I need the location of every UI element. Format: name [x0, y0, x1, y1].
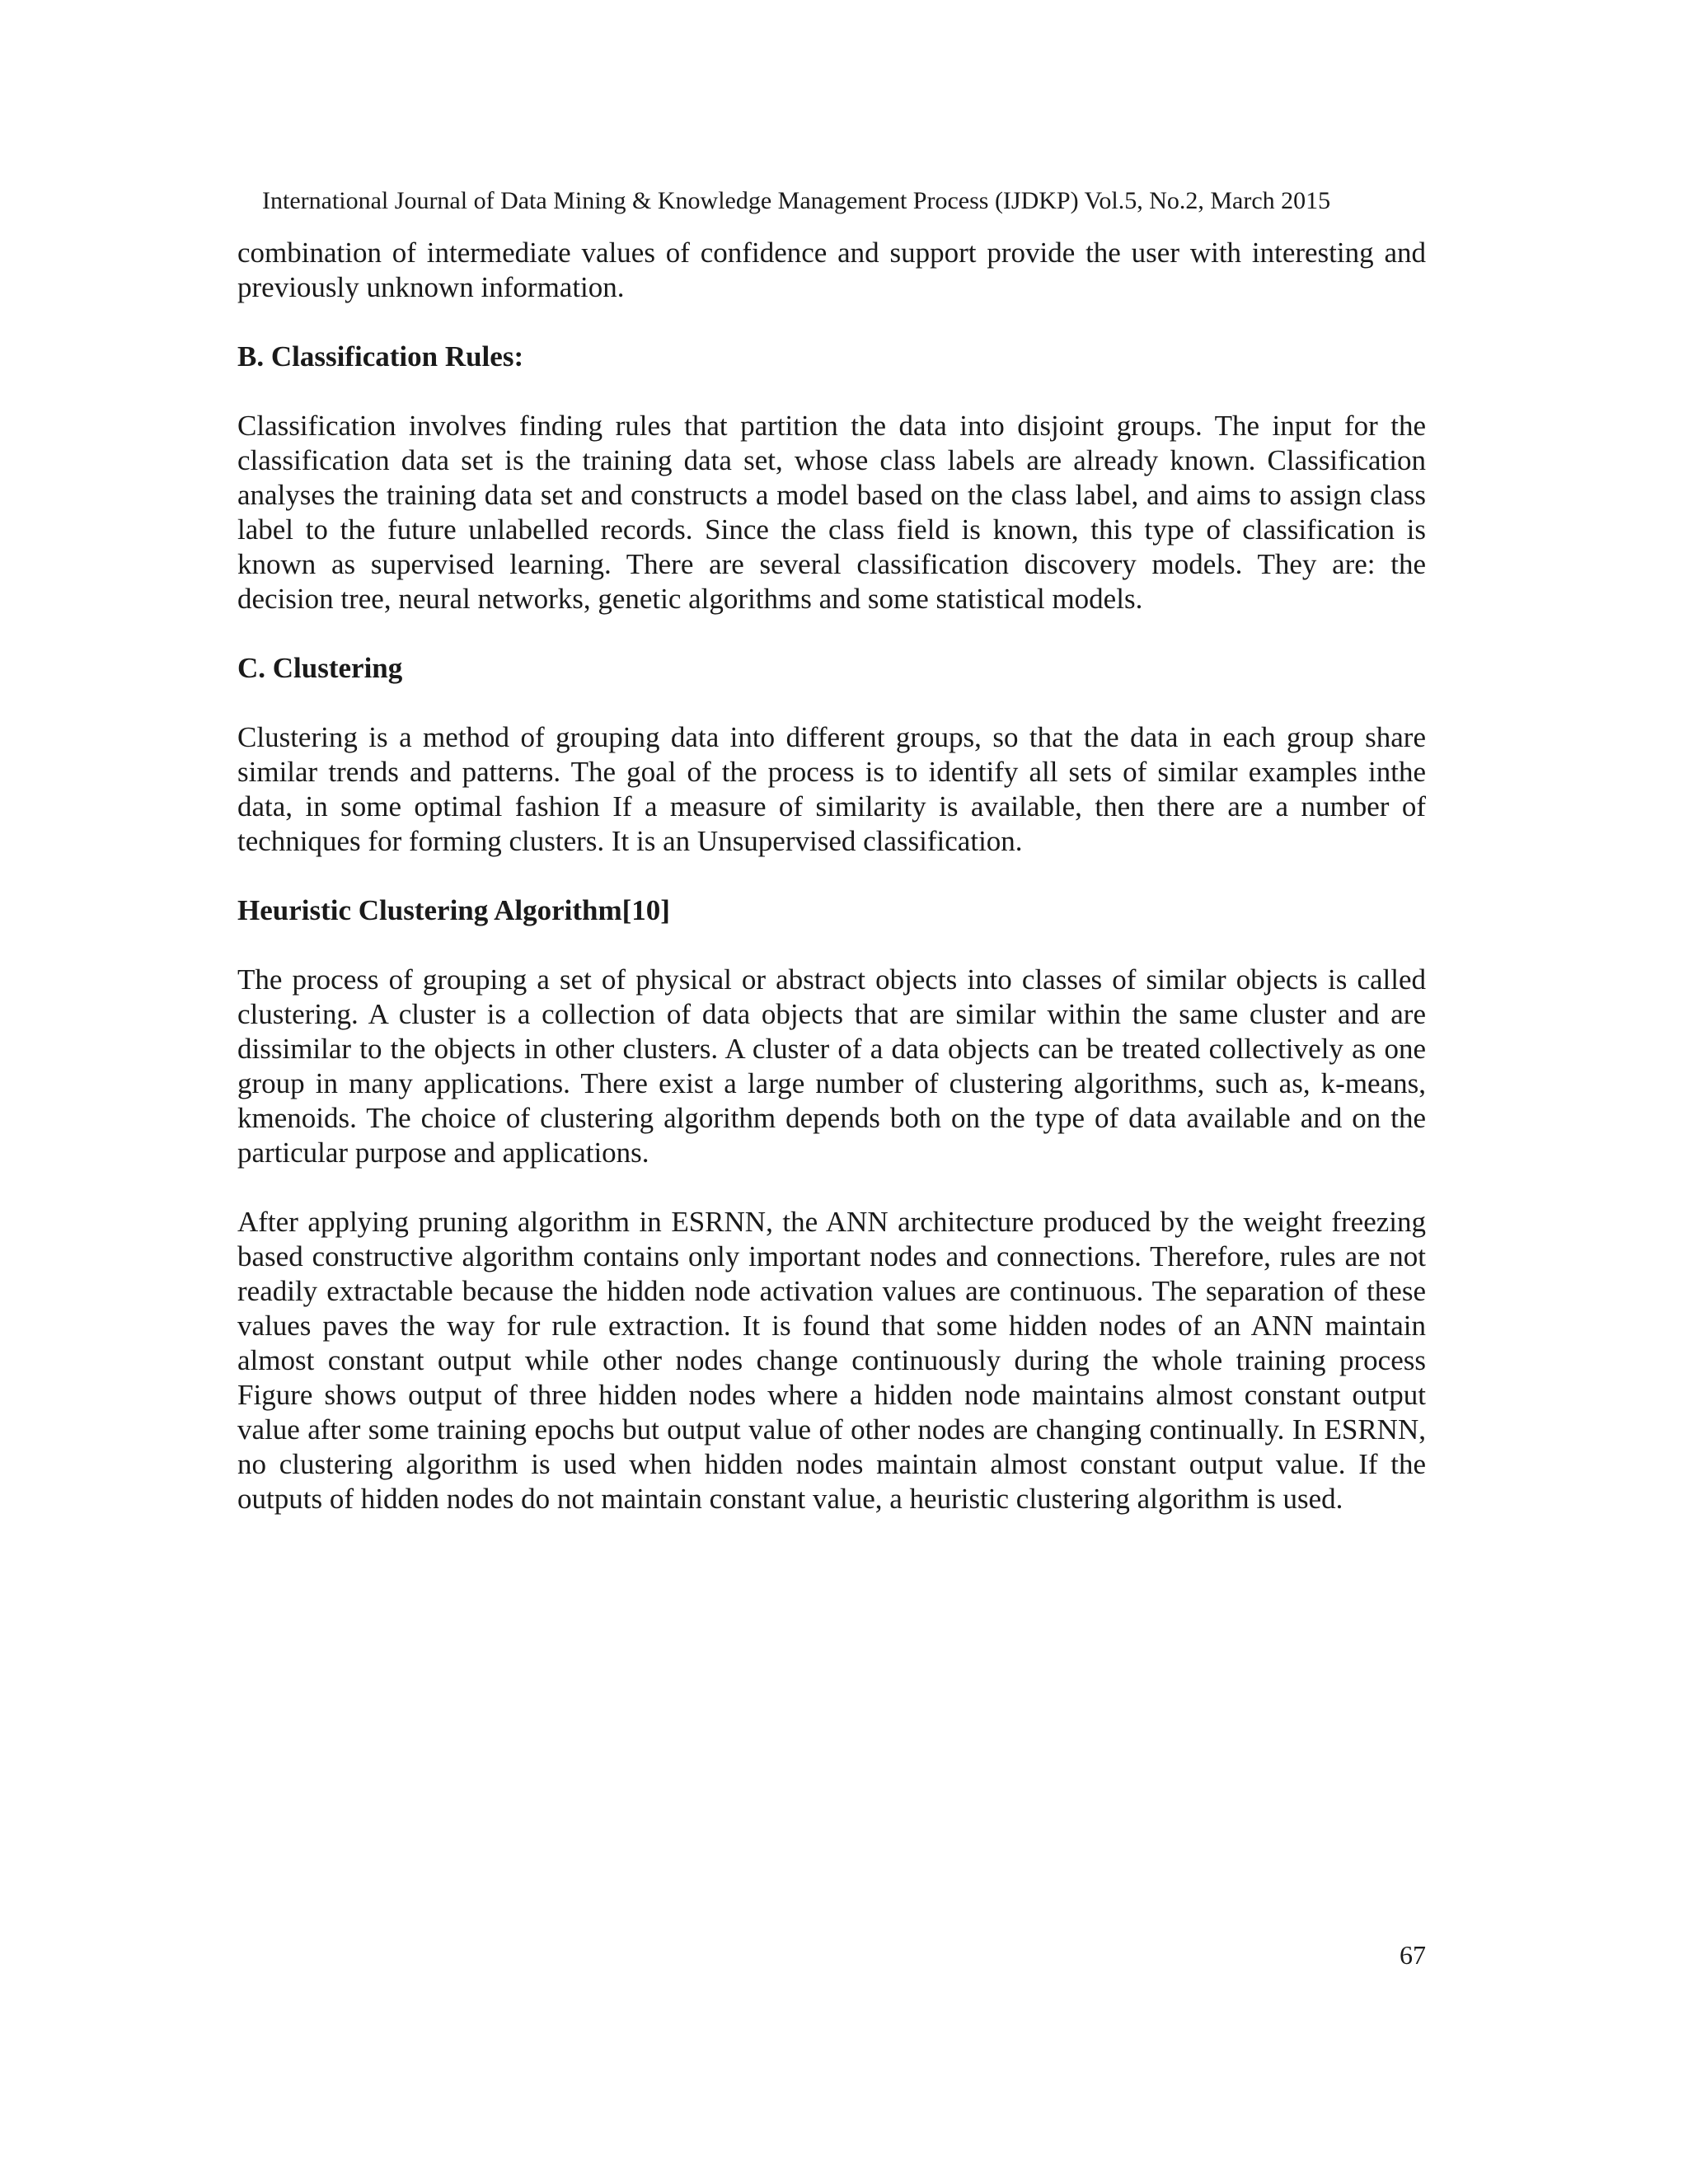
paragraph-gap	[237, 928, 1426, 963]
running-header: International Journal of Data Mining & Knowledge Management Process (IJDKP) Vol.5, No.2, March 2015	[262, 187, 1331, 214]
section-c-paragraph: Clustering is a method of grouping data into different groups, so that the data in each group share similar trends and patterns. The goal of the process is to identify all sets of similar examples inthe data, in some optimal fashion If a measure of similarity is available, then there are a number of techniques for forming clusters. It is an Unsupervised classification.	[237, 721, 1426, 857]
paragraph-gap	[237, 374, 1426, 409]
heuristic-paragraph-1: The process of grouping a set of physical or abstract objects into classes of similar objects is called clustering. A cluster is a collection of data objects that are similar within the same cluster and are dissimilar to the objects in other clusters. A cluster of a data objects can be treated collectively as one group in many applications. There exist a large number of clustering algorithms, such as, k-means, kmenoids. The choice of clustering algorithm depends both on the type of data available and on the particular purpose and applications.	[237, 963, 1426, 1169]
heuristic-paragraph-2: After applying pruning algorithm in ESRNN, the ANN architecture produced by the weight freezing based constructive algorithm contains only important nodes and connections. Therefore, rules are not readily extractable because the hidden node activation values are continuous. The separation of these values paves the way for rule extraction. It is found that some hidden nodes of an ANN maintain almost constant output while other nodes change continuously during the whole training process Figure shows output of three hidden nodes where a hidden node maintains almost constant output value after some training epochs but output value of other nodes are changing continually. In ESRNN, no clustering algorithm is used when hidden nodes maintain almost constant output value. If the outputs of hidden nodes do not maintain constant value, a heuristic clustering algorithm is used.	[237, 1206, 1426, 1515]
paragraph-gap	[237, 1170, 1426, 1205]
paragraph-gap	[237, 686, 1426, 720]
section-b-paragraph: Classification involves finding rules that partition the data into disjoint groups. The input for the classification data set is the training data set, whose class labels are already known. Classification analyses the training data set and constructs a model based on the class label, and aims to assign class label to the future unlabelled records. Since the class field is known, this type of classification is known as supervised learning. There are several classification discovery models. They are: the decision tree, neural networks, genetic algorithms and some statistical models.	[237, 410, 1426, 615]
section-b-heading: B. Classification Rules:	[237, 340, 524, 373]
paragraph-gap	[237, 859, 1426, 893]
paragraph-gap	[237, 616, 1426, 651]
page-number: 67	[1400, 1940, 1426, 1970]
paragraph-gap	[237, 305, 1426, 340]
page-body	[237, 236, 1426, 1516]
heuristic-section-heading: Heuristic Clustering Algorithm[10]	[237, 894, 670, 926]
section-c-heading: C. Clustering	[237, 652, 403, 684]
intro-paragraph: combination of intermediate values of confidence and support provide the user with interesting and previously unknown information.	[237, 237, 1426, 303]
